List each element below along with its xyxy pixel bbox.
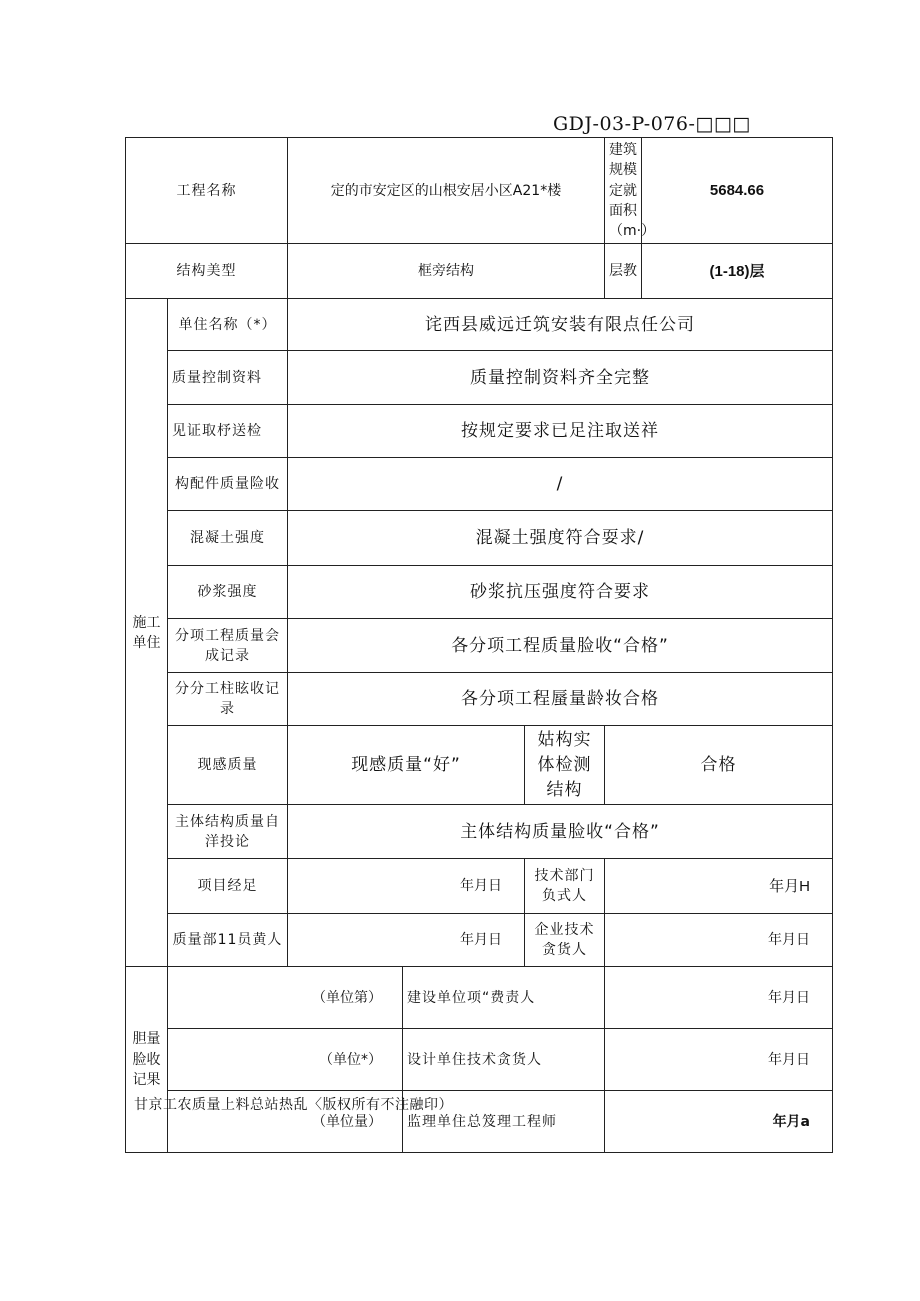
subitem-acceptance-label: 分分工柱眩收记录 [168,673,288,726]
entity-test-label: 姑构实体检测结构 [525,726,605,805]
design-tech-lead-label: 设计单住技术贪货人 [403,1029,605,1091]
concrete-strength-label: 混凝土强度 [168,511,288,566]
witness-sampling-value: 按规定要求已足注取送祥 [288,405,833,458]
project-name-value: 定的市安定区的山根安居小区A21*楼 [288,138,605,244]
entity-test-value: 合格 [605,726,833,805]
chief-supervisor-label: 监理单住总笈理工程师 [403,1091,605,1153]
acceptance-form-table [125,137,833,1153]
project-manager-label: 项目经足 [168,859,288,914]
quality-dept-label: 质量部11员黄人 [168,914,288,967]
design-tech-lead-date: 年月日 [605,1029,833,1091]
appearance-quality-value: 现感质量“好” [288,726,525,805]
subitem-record-value: 各分项工程质量脸收“合格” [288,619,833,673]
owner-project-lead-date: 年月日 [605,967,833,1029]
tech-dept-label: 技术部门负式人 [525,859,605,914]
subitem-acceptance-value: 各分项工程蜃量龄妆合格 [288,673,833,726]
design-unit-stamp: （单位*） [168,1029,403,1091]
appearance-quality-label: 现感质量 [168,726,288,805]
component-quality-label: 构配件质量险收 [168,458,288,511]
quality-dept-date: 年月日 [288,914,525,967]
floors-label: 层教 [605,244,642,299]
unit-name-label: 单住名称（*） [168,299,288,351]
mortar-strength-value: 砂浆抗压强度符合要求 [288,566,833,619]
supervision-unit-stamp: （单位量） [168,1091,403,1153]
mortar-strength-label: 砂浆强度 [168,566,288,619]
construction-unit-stamp: （单位第） [168,967,403,1029]
acceptance-section-label: 胆量脸收记果 [126,967,168,1153]
construction-section-label: 施工单住 [126,299,168,967]
subitem-record-label: 分项工程质量会成记录 [168,619,288,673]
owner-project-lead-label: 建设单位项“费责人 [403,967,605,1029]
structure-type-label: 结构美型 [126,244,288,299]
witness-sampling-label: 见证取杼送检 [168,405,288,458]
tech-dept-date: 年月H [605,859,833,914]
area-label-cell [605,138,656,244]
component-quality-value: / [288,458,833,511]
main-structure-value: 主体结构质量脸收“合格” [288,805,833,859]
chief-supervisor-date: 年月a [605,1091,833,1153]
building-area-label: 建筑规模定就面积（m·） [609,142,656,240]
structure-type-value: 框旁结构 [288,244,605,299]
unit-name-value: 诧西县威远迁筑安装有限点任公司 [288,299,833,351]
floors-value: (1-18)层 [642,244,833,299]
project-manager-date: 年月日 [288,859,525,914]
main-structure-label: 主体结构质量自洋投论 [168,805,288,859]
building-area-value: 5684.66 [642,138,833,244]
concrete-strength-value: 混凝土强度符合耍求/ [288,511,833,566]
project-name-label: 工程名称 [126,138,288,244]
enterprise-tech-date: 年月日 [605,914,833,967]
quality-control-value: 质量控制资料齐全完整 [288,351,833,405]
footer-note: 甘京工农质量上料总站热乱〈版权所有不注融印） [134,1097,453,1113]
enterprise-tech-label: 企业技术贪货人 [525,914,605,967]
quality-control-label: 质量控制资料 [168,351,288,405]
document-code: GDJ-03-P-076-□□□ [553,113,751,135]
